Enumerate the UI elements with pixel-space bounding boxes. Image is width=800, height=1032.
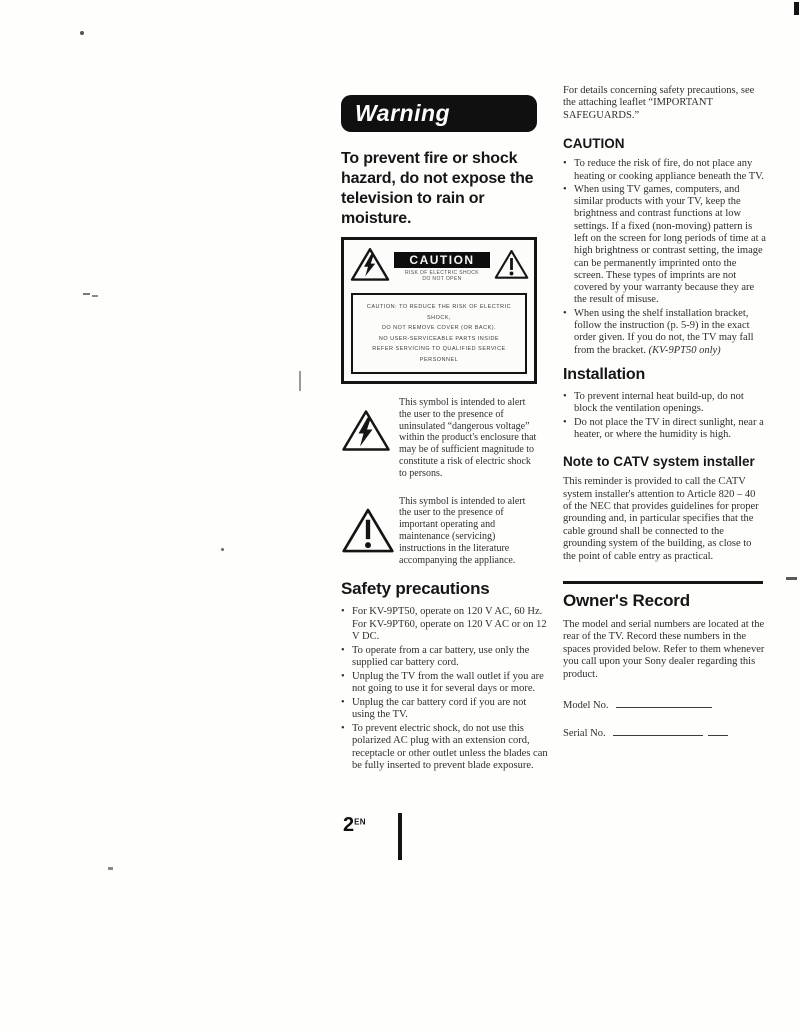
warning-heading: To prevent fire or shock hazard, do not expose the television to rain or moisture. bbox=[341, 150, 534, 227]
owners-record-body: The model and serial numbers are located at the rear of the TV. Record these numbers in the spaces provided below. Refer to them whenever you call upon your Sony dealer regarding this product. bbox=[563, 619, 765, 680]
caution-label-risk-line2: DO NOT OPEN bbox=[422, 275, 462, 282]
list-item: • To prevent internal heat build-up, do not block the ventilation openings. bbox=[563, 391, 766, 416]
scan-mark-top-right bbox=[794, 2, 799, 15]
list-item: • Unplug the car battery cord if you are not using the TV. bbox=[341, 697, 548, 722]
model-no-line bbox=[563, 698, 766, 711]
caution-label-line: NO USER-SERVICEABLE PARTS INSIDE bbox=[378, 335, 500, 342]
scan-speck bbox=[80, 31, 84, 35]
scan-speck bbox=[108, 867, 113, 870]
symbol-note-instructions bbox=[341, 496, 548, 567]
caution-label-center bbox=[390, 252, 494, 282]
caution-label-line: REFER SERVICING TO QUALIFIED SERVICE PERSONNEL bbox=[372, 346, 506, 363]
safety-precautions-heading: Safety precautions bbox=[341, 579, 490, 599]
caution-label-top bbox=[344, 240, 534, 291]
scan-dash bbox=[92, 295, 98, 297]
list-item: • When using TV games, computers, and similar products with your TV, keep the brightness and contrast functions at low settings. If a fixed (non-moving) pattern is left on the screen for long periods of time at a high brightness or contrast setting, the image can be permanently imprinted onto the screen. These types of imprints are not covered by your warranty because they are the result of misuse. bbox=[563, 184, 766, 307]
catv-note-heading: Note to CATV system installer bbox=[563, 454, 755, 470]
serial-no-blank-short bbox=[708, 726, 728, 736]
scan-line bbox=[299, 371, 301, 391]
installation-list bbox=[563, 391, 766, 441]
list-item: • To operate from a car battery, use only the supplied car battery cord. bbox=[341, 645, 548, 670]
caution-list bbox=[563, 158, 766, 357]
lightning-bolt-triangle-icon bbox=[350, 246, 390, 287]
page-number: $2^{EN}$ bbox=[343, 814, 366, 836]
owners-record-heading: Owner's Record bbox=[563, 591, 690, 610]
caution-label-title: CAUTION bbox=[394, 252, 490, 268]
scan-dash bbox=[786, 577, 797, 580]
safety-leaflet-note: For details concerning safety precautions, see the attaching leaflet “IMPORTANT SAFEGUARDS.” bbox=[563, 85, 755, 121]
serial-no-line bbox=[563, 726, 766, 739]
exclamation-triangle-icon bbox=[494, 246, 529, 287]
symbol-note-text: This symbol is intended to alert the user to the presence of uninsulated “dangerous voltage” within the product's enclosure that may be of sufficient magnitude to constitute a risk of electric shock to persons. bbox=[399, 397, 537, 479]
list-item: • Unplug the TV from the wall outlet if you are not going to use it for several days or more. bbox=[341, 671, 548, 696]
caution-label-text bbox=[351, 293, 527, 374]
list-item: • For KV-9PT50, operate on 120 V AC, 60 Hz. For KV-9PT60, operate on 120 V AC or on 12 V DC. bbox=[341, 606, 548, 644]
caution-label-line: CAUTION: TO REDUCE THE RISK OF ELECTRIC SHOCK, bbox=[366, 304, 512, 321]
scan-speck bbox=[221, 548, 224, 551]
model-note: (KV-9PT50 only) bbox=[648, 344, 721, 356]
scan-dash bbox=[83, 293, 90, 295]
installation-heading: Installation bbox=[563, 365, 646, 383]
caution-label-line: DO NOT REMOVE COVER (OR BACK). bbox=[381, 325, 497, 331]
warning-banner bbox=[341, 95, 537, 132]
list-item: • When using the shelf installation bracket, follow the instruction (p. 5-9) in the exact order given. If you do not, the TV may fall from the bracket. (KV-9PT50 only) bbox=[563, 308, 766, 357]
caution-label-risk-line1: RISK OF ELECTRIC SHOCK bbox=[404, 269, 480, 276]
registration-bar bbox=[398, 813, 402, 860]
exclamation-triangle-icon bbox=[341, 496, 399, 567]
serial-no-label: Serial No. bbox=[563, 728, 606, 740]
list-item: • To reduce the risk of fire, do not place any heating or cooking appliance beneath the TV. bbox=[563, 158, 766, 183]
caution-label-box bbox=[341, 237, 537, 384]
model-no-label: Model No. bbox=[563, 700, 609, 712]
right-column bbox=[563, 85, 766, 739]
safety-precautions-list bbox=[341, 606, 548, 773]
lightning-bolt-triangle-icon bbox=[341, 397, 399, 480]
warning-banner-label: Warning bbox=[355, 100, 451, 126]
section-divider bbox=[563, 581, 763, 584]
symbol-note-voltage bbox=[341, 397, 548, 480]
symbol-note-text: This symbol is intended to alert the user to the presence of important operating and maintenance (servicing) instructions in the literature accompanying the appliance. bbox=[399, 495, 526, 566]
caution-heading: CAUTION bbox=[563, 136, 625, 152]
model-no-blank bbox=[616, 698, 712, 708]
serial-no-blank bbox=[613, 726, 703, 736]
list-item: • Do not place the TV in direct sunlight, near a heater, or where the humidity is high. bbox=[563, 417, 766, 442]
list-item: • To prevent electric shock, do not use this polarized AC plug with an extension cord, receptacle or other outlet unless the blades can be fully inserted to prevent blade exposure. bbox=[341, 723, 548, 773]
left-column bbox=[341, 95, 548, 774]
catv-note-body: This reminder is provided to call the CATV system installer's attention to Article 820 – 40 of the NEC that provides guidelines for proper grounding and, in particular specifies that the cable ground shall be connected to the grounding system of the building, as close to the point of cable entry as practical. bbox=[563, 476, 759, 562]
